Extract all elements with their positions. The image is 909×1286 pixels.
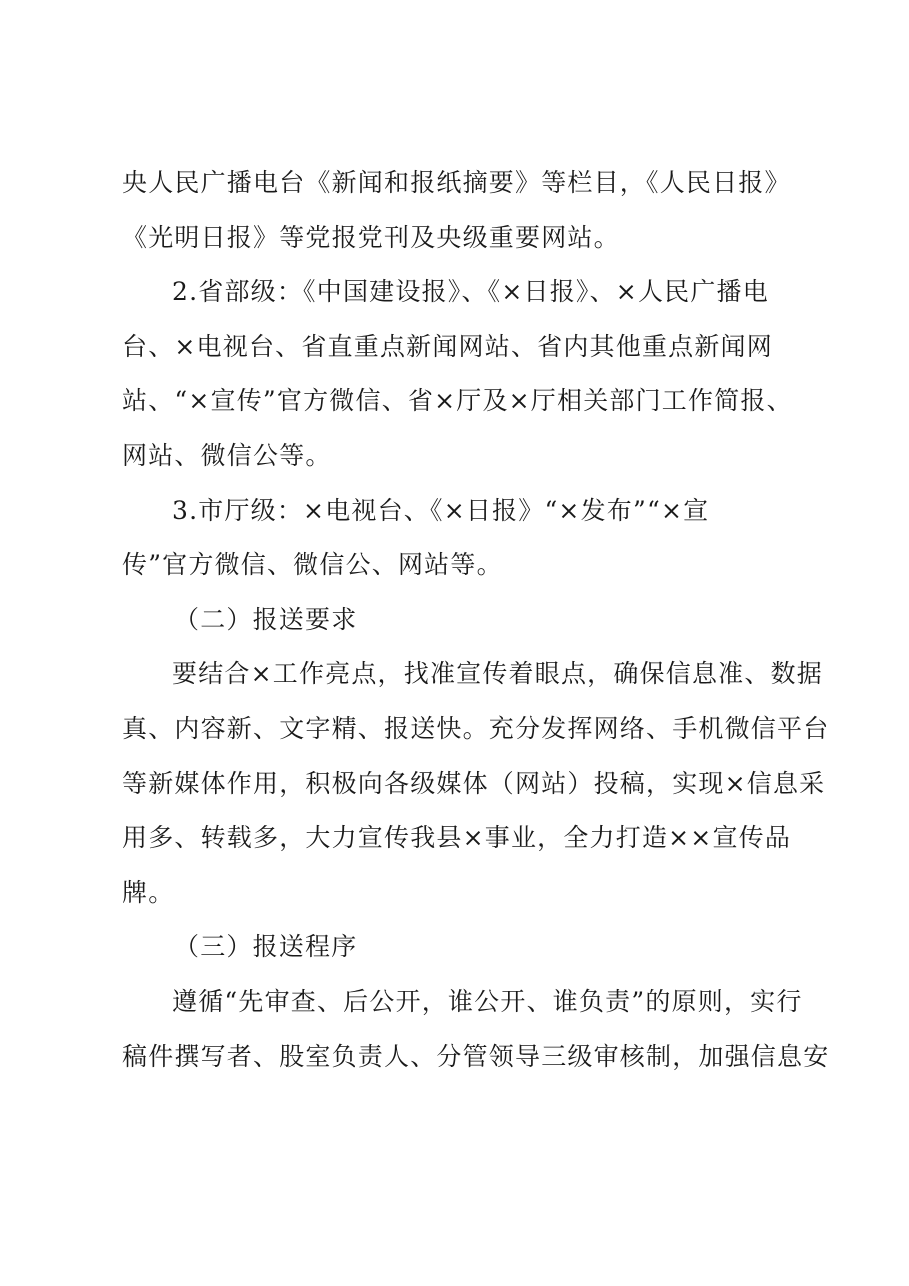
text-line: 站、“×宣传”官方微信、省×厅及×厅相关部门工作简报、 xyxy=(122,386,793,416)
section-heading-requirements: （二）报送要求 xyxy=(174,604,358,634)
text-line: 真、内容新、文字精、报送快。充分发挥网络、手机微信平台 xyxy=(122,713,830,743)
list-item-province-level: 2.省部级：《中国建设报》、《×日报》、×人民广播电 xyxy=(172,277,769,307)
text-line: 用多、转载多，大力宣传我县×事业，全力打造××宣传品 xyxy=(122,823,792,853)
text-line: 等新媒体作用，积极向各级媒体（网站）投稿，实现×信息采 xyxy=(122,768,826,798)
text-line: 网站、微信公等。 xyxy=(122,440,332,470)
section-heading-procedure: （三）报送程序 xyxy=(174,932,358,962)
document-body xyxy=(122,156,830,1084)
text-line: 牌。 xyxy=(122,877,175,907)
list-item-city-level: 3.市厅级：×电视台、《×日报》“×发布”“×宣 xyxy=(172,495,710,525)
paragraph-first-line: 要结合×工作亮点，找准宣传着眼点，确保信息准、数据 xyxy=(172,659,823,689)
paragraph-first-line: 遵循“先审查、后公开，谁公开、谁负责”的原则，实行 xyxy=(172,986,803,1016)
text-line: 传”官方微信、微信公、网站等。 xyxy=(122,550,503,580)
text-line: 稿件撰写者、股室负责人、分管领导三级审核制，加强信息安 xyxy=(122,1041,830,1071)
text-line: 台、×电视台、省直重点新闻网站、省内其他重点新闻网 xyxy=(122,331,773,361)
text-line: 央人民广播电台《新闻和报纸摘要》等栏目，《人民日报》 xyxy=(122,168,791,197)
text-line: 《光明日报》等党报党刊及央级重要网站。 xyxy=(122,222,620,252)
